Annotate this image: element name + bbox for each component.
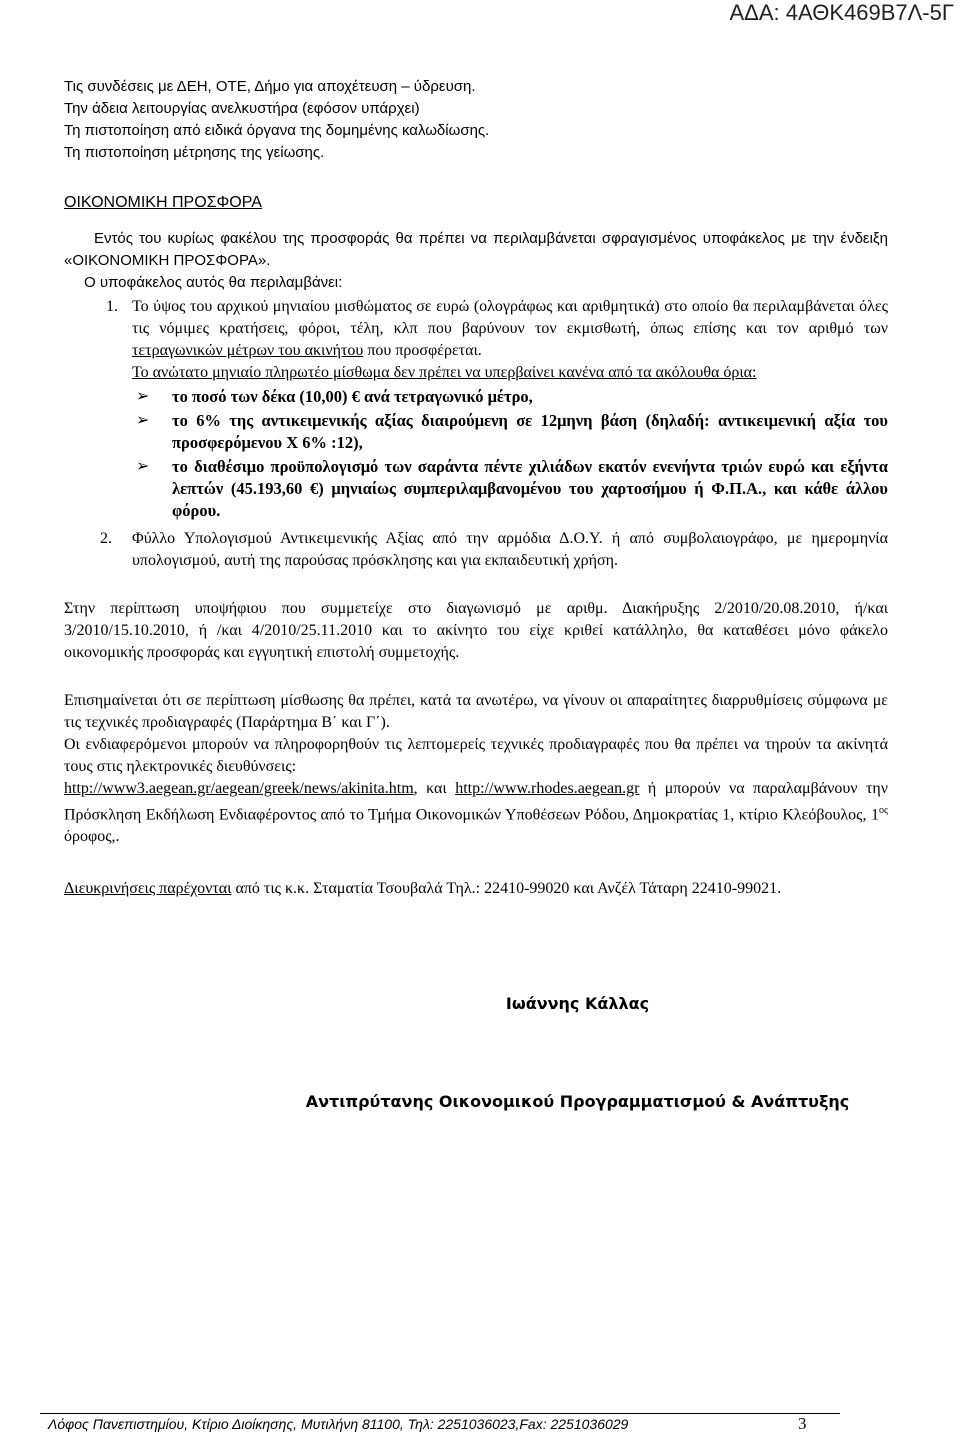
notes-block [64,690,888,848]
list-item: Την άδεια λειτουργίας ανελκυστήρα (εφόσον υπάρχει) [64,100,420,117]
ada-code: ΑΔΑ: 4ΑΘΚ469Β7Λ-5Γ [729,0,954,25]
list-item: Τη πιστοποίηση μέτρησης της γείωσης. [64,144,325,161]
arrow-bullet-icon: ➢ [136,412,150,429]
requirements-list [64,76,888,164]
list-item: Τις συνδέσεις με ΔΕΗ, ΟΤΕ, Δήμο για αποχέτευση – ύδρευση. [64,78,476,95]
aegean-akinita-link[interactable]: http://www3.aegean.gr/aegean/greek/news/akinita.htm [64,780,414,797]
bullet-text: το 6% της αντικειμενικής αξίας διαιρούμενη σε 12μηνη βάση (δηλαδή: αντικειμενική αξία του προσφερόμενου Χ 6% :12), [172,411,888,452]
bullet-text: το διαθέσιμο προϋπολογισμό των σαράντα πέντε χιλιάδων εκατόν ενενήντα τριών ευρώ και εξήντα λεπτών (45.193,60 €) μηνιαίως συμπεριλαμβανομένου του χαρτοσήμου ή Φ.Π.Α., και κάθε άλλου φόρου. [172,457,888,520]
footer-divider [40,1413,840,1414]
links-paragraph [64,778,888,848]
section-title: ΟΙΚΟΝΟΜΙΚΗ ΠΡΟΣΦΟΡΑ [64,194,262,211]
item-one [64,296,888,362]
floor-superscript: ος [879,805,888,816]
note-paragraph: Επισημαίνεται ότι σε περίπτωση μίσθωσης θα πρέπει, κατά τα ανωτέρω, να γίνουν οι απαραίτητες διαρρυθμίσεις σύμφωνα με τις τεχνικές προδιαγραφές (Παράρτημα Β΄ και Γ΄). [64,692,888,731]
page-number: 3 [798,1414,807,1433]
links-end-text: όροφος,. [64,828,120,846]
rhodes-aegean-link[interactable]: http://www.rhodes.aegean.gr [455,780,640,797]
bullet-text: το ποσό των δέκα (10,00) € ανά τετραγωνικό μέτρο, [172,387,533,406]
list-item: Τη πιστοποίηση από ειδικά όργανα της δομημένης καλωδίωσης. [64,122,490,139]
item-two [64,528,888,572]
item-one-underlined: τετραγωνικών μέτρων του ακινήτου [132,342,364,359]
item-two-text: Φύλλο Υπολογισμού Αντικειμενικής Αξίας από την αρμόδια Δ.Ο.Υ. ή από συμβολαιογράφο, με ημερομηνία υπολογισμού, αυτή της παρούσας πρόσκλησης και για εκπαιδευτική χρήση. [132,530,888,569]
bullet-item [132,456,888,522]
signatory-title: Αντιπρύτανης Οικονομικού Προγραμματισμού & Ανάπτυξης [305,1092,850,1111]
bullet-item [132,410,888,454]
contact-text: από τις κ.κ. Σταματία Τσουβαλά Τηλ.: 22410-99020 και Ανζέλ Τάταρη 22410-99021. [231,880,782,897]
limit-bullets [64,386,888,522]
limit-title: Το ανώτατο μηνιαίο πληρωτέο μίσθωμα δεν πρέπει να υπερβαίνει κανένα από τα ακόλουθα όρια: [132,364,757,381]
contact-label: Διευκρινήσεις παρέχονται [64,880,232,897]
links-after-text: ή μπορούν να παραλαμβάνουν την Πρόσκληση Εκδήλωση Ενδιαφέροντος από το Τμήμα Οικονομικών Υποθέσεων Ρόδου, Δημοκρατίας 1, κτίριο Κλεόβουλος, 1 [64,780,888,824]
info-paragraph: Οι ενδιαφερόμενοι μπορούν να πληροφορηθούν τις λεπτομερείς τεχνικές προδιαγραφές που θα πρέπει να τηρούν τα ακίνητά τους στις ηλεκτρονικές διευθύνσεις: [64,736,888,775]
signatory-name: Ιωάννης Κάλλας [505,994,650,1013]
links-separator: , και [413,780,456,797]
offer-items [64,296,888,572]
footer-address: Λόφος Πανεπιστημίου, Κτίριο Διοίκησης, Μυτιλήνη 81100, Τηλ: 2251036023,Fax: 2251036029 [48,1416,629,1432]
bullet-item [132,386,888,408]
item-number: 2. [100,530,112,547]
item-one-text: Το ύψος του αρχικού μηνιαίου μισθώματος σε ευρώ (ολογράφως και αριθμητικά) στο οποίο θα περιλαμβάνεται όλες τις νόμιμες κρατήσεις, φόροι, τέλη, κλπ που βαρύνουν τον εκμισθωτή, όπως επίσης και τον αριθμό των [132,298,888,337]
contains-line: Ο υποφάκελος αυτός θα περιλαμβάνει: [84,274,343,291]
previous-tender-paragraph: Στην περίπτωση υποψήφιου που συμμετείχε στο διαγωνισμό με αριθμ. Διακήρυξης 2/2010/20.08.2010, ή/και 3/2010/15.10.2010, ή /και 4/2010/25.11.2010 και το ακίνητο του είχε κριθεί κατάλληλο, θα καταθέσει μόνο φάκελο οικονομικής προσφοράς και εγγυητική επιστολή συμμετοχής. [64,600,888,661]
arrow-bullet-icon: ➢ [136,458,150,475]
item-number: 1. [106,298,118,315]
intro-paragraph: Εντός του κυρίως φακέλου της προσφοράς θα πρέπει να περιλαμβάνεται σφραγισμένος υποφάκελος με την ένδειξη «ΟΙΚΟΝΟΜΙΚΗ ΠΡΟΣΦΟΡΑ». [64,230,888,269]
arrow-bullet-icon: ➢ [136,388,150,405]
item-one-text-end: που προσφέρεται. [363,342,482,359]
offer-intro [64,228,888,294]
contact-paragraph [64,878,888,900]
